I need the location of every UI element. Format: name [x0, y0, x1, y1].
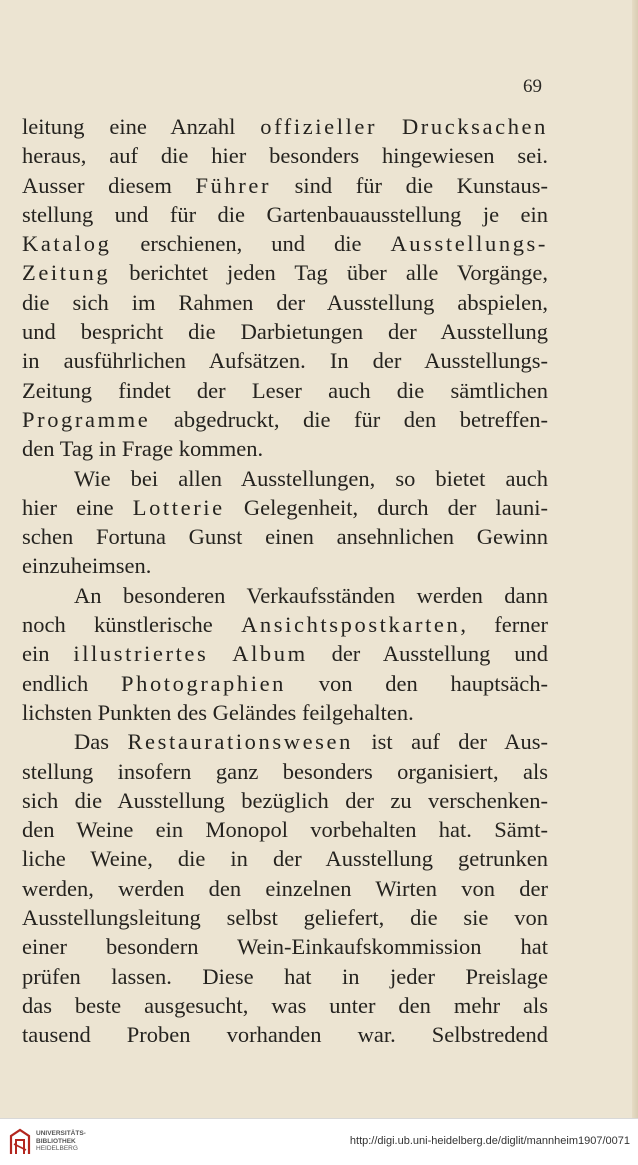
text-run: ist auf der Aus- — [352, 729, 548, 755]
text-line — [22, 522, 548, 551]
text-run: Ausstellungsleitung selbst geliefert, die sie von — [22, 905, 548, 931]
text-run: werden, werden den einzelnen Wirten von der — [22, 875, 548, 901]
spaced-emphasis: Photographien — [120, 670, 287, 696]
text-line — [22, 200, 548, 229]
text-line — [22, 317, 548, 346]
logo-line: BIBLIOTHEK — [36, 1137, 76, 1145]
text-run: der Ausstellung und — [307, 641, 548, 667]
text-run: erschienen, und die — [111, 231, 391, 257]
source-url-link[interactable]: http://digi.ub.uni-heidelberg.de/diglit/mannheim1907/0071 — [349, 1135, 630, 1147]
text-run: Ausser diesem — [22, 172, 196, 198]
text-run: stellung und für die Gartenbauausstellung je ein — [22, 201, 548, 227]
text-line — [22, 698, 548, 727]
text-run: sich die Ausstellung bezüglich der zu verschenken- — [22, 787, 548, 813]
logo-line: HEIDELBERG — [36, 1145, 78, 1153]
text-line — [22, 844, 548, 873]
text-run: liche Weine, die in der Ausstellung getrunken — [22, 846, 548, 872]
text-run: heraus, auf die hier besonders hingewiesen sei. — [22, 143, 548, 169]
text-line — [22, 727, 548, 756]
text-run: den Tag in Frage kommen. — [22, 436, 264, 462]
spaced-emphasis: illustriertes — [73, 641, 209, 667]
text-run: einer besondern Wein-Einkaufskommission hat — [22, 934, 548, 960]
text-run: endlich — [22, 670, 121, 696]
text-line — [22, 903, 548, 932]
text-line — [22, 141, 548, 170]
logo-line: UNIVERSITÄTS- — [36, 1130, 86, 1137]
body-text — [22, 112, 548, 1050]
text-line — [22, 405, 548, 434]
text-run: sind für die Kunstaus- — [271, 172, 548, 198]
text-line — [22, 786, 548, 815]
text-line — [22, 1020, 548, 1049]
text-line — [22, 669, 548, 698]
text-run: noch künstlerische — [22, 612, 242, 638]
text-line — [22, 932, 548, 961]
text-run — [377, 114, 402, 139]
text-line — [22, 874, 548, 903]
text-run: abgedruckt, die für den betreffen- — [150, 406, 548, 432]
text-line — [22, 991, 548, 1020]
spaced-emphasis: Album — [232, 641, 308, 667]
text-run: Das — [74, 729, 128, 755]
text-run: hier eine — [22, 494, 133, 520]
text-run: die sich im Rahmen der Ausstellung abspielen, — [22, 289, 548, 315]
text-line — [22, 757, 548, 786]
text-run: einzuheimsen. — [22, 553, 152, 579]
text-line — [22, 376, 548, 405]
text-line — [22, 288, 548, 317]
text-line — [22, 171, 548, 200]
text-run: Zeitung findet der Leser auch die sämtlichen — [22, 377, 548, 403]
text-run — [208, 641, 232, 666]
text-run: , ferner — [460, 612, 548, 638]
spaced-emphasis: Katalog — [22, 231, 112, 257]
spaced-emphasis: Ansichtspostkarten — [241, 612, 461, 638]
text-line — [22, 493, 548, 522]
spaced-emphasis: Programme — [22, 406, 151, 432]
text-run: berichtet jeden Tag über alle Vorgänge, — [110, 260, 548, 286]
text-line — [22, 610, 548, 639]
text-line — [22, 464, 548, 493]
spaced-emphasis: Restaurationswesen — [127, 729, 353, 755]
text-run: den Weine ein Monopol vorbehalten hat. Sämt- — [22, 817, 548, 843]
text-run: und bespricht die Darbietungen der Ausstellung — [22, 319, 548, 345]
text-run: das beste ausgesucht, was unter den mehr als — [22, 992, 548, 1018]
text-run: tausend Proben vorhanden war. Selbstredend — [22, 1022, 548, 1048]
text-line — [22, 551, 548, 580]
text-line — [22, 258, 548, 287]
text-run: stellung insofern ganz besonders organisiert, als — [22, 758, 548, 784]
text-line — [22, 229, 548, 258]
text-run: leitung eine Anzahl — [22, 114, 261, 139]
text-run: Gelegenheit, durch der launi- — [224, 494, 548, 520]
page-number: 69 — [523, 76, 542, 97]
spaced-emphasis: Ausstellungs- — [390, 231, 548, 257]
text-line — [22, 581, 548, 610]
text-line — [22, 962, 548, 991]
text-line — [22, 112, 548, 141]
text-line — [22, 815, 548, 844]
library-logo-icon — [8, 1128, 32, 1156]
footer-bar — [0, 1118, 638, 1165]
text-line — [22, 346, 548, 375]
library-logo-text — [36, 1130, 86, 1153]
spaced-emphasis: offizieller — [260, 114, 378, 139]
spaced-emphasis: Führer — [195, 172, 272, 198]
page-edge — [632, 0, 638, 1118]
spaced-emphasis: Zeitung — [22, 260, 111, 286]
text-line — [22, 434, 548, 463]
text-run: schen Fortuna Gunst einen ansehnlichen Gewinn — [22, 524, 548, 550]
text-line — [22, 639, 548, 668]
text-run: in ausführlichen Aufsätzen. In der Ausstellungs- — [22, 348, 548, 374]
text-run: ein — [22, 641, 74, 667]
spaced-emphasis: Drucksachen — [401, 114, 548, 139]
text-run: An besonderen Verkaufsständen werden dann — [74, 582, 548, 608]
text-run: Wie bei allen Ausstellungen, so bietet auch — [74, 465, 548, 491]
text-run: lichsten Punkten des Geländes feilgehalten. — [22, 699, 414, 725]
text-run: prüfen lassen. Diese hat in jeder Preislage — [22, 963, 548, 989]
spaced-emphasis: Lotterie — [132, 494, 225, 520]
text-run: von den hauptsäch- — [286, 670, 548, 696]
